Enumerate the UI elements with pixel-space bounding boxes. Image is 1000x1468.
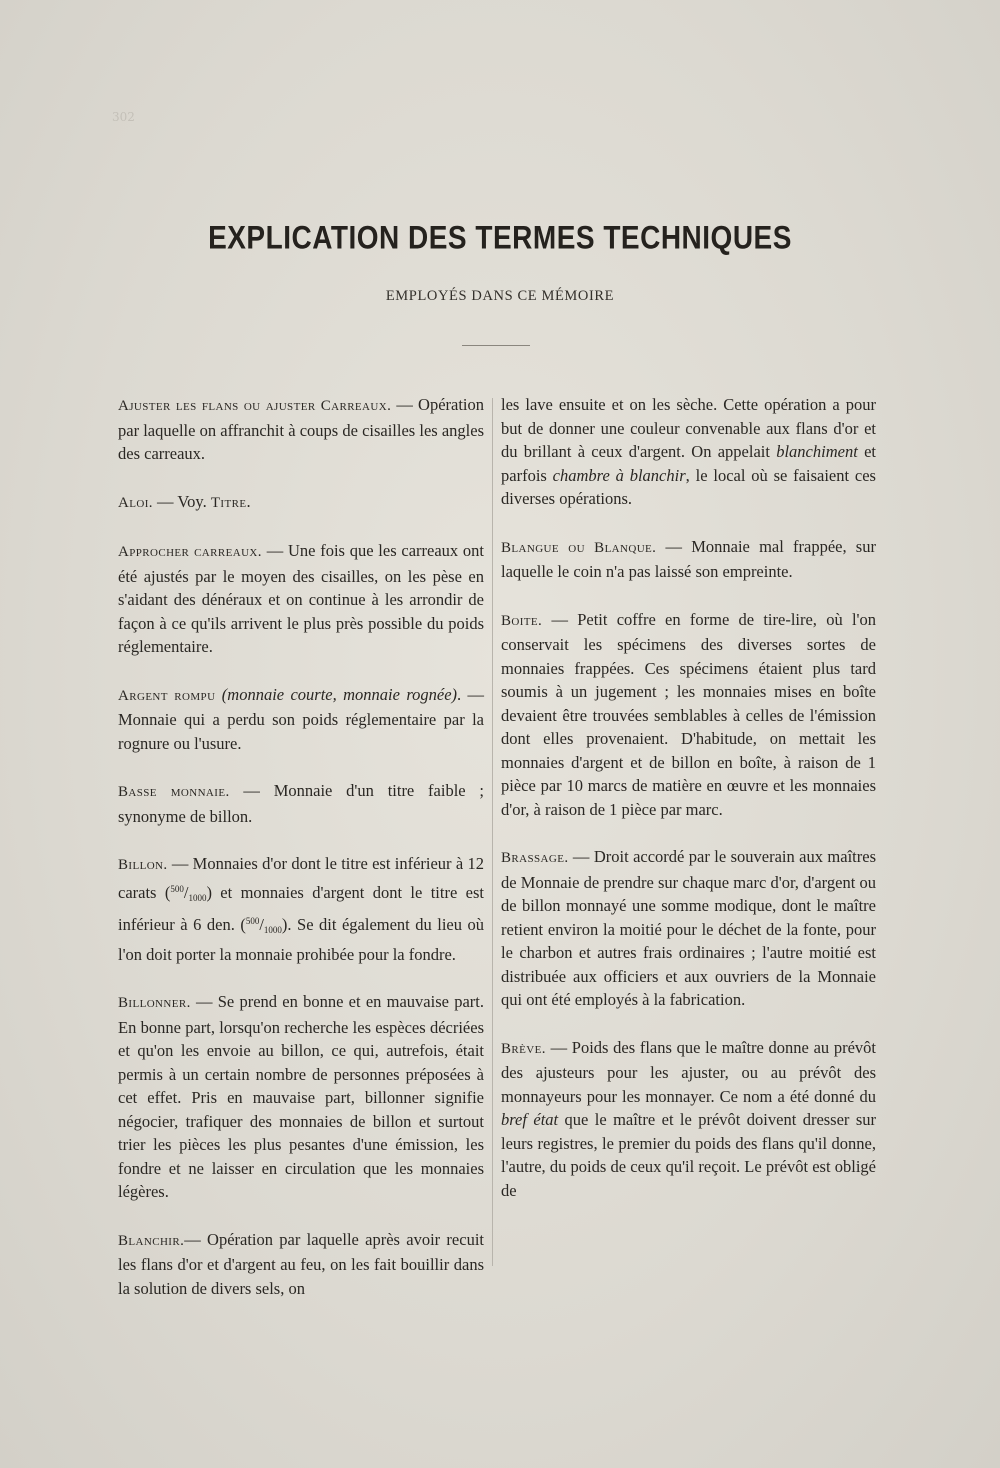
entry-term: Billonner. (118, 995, 191, 1011)
entry-term: Approcher carreaux. (118, 544, 262, 560)
entry-term: Argent rompu (118, 687, 216, 704)
entry-term: Blanchir. (118, 1232, 185, 1249)
entry-term: Aloi. (118, 494, 153, 511)
entry-blanchir (118, 1228, 484, 1301)
entry-text: — Petit coffre en forme de tire-lire, où l'on conservait les spécimens des diverses sortes de monnaies frappées. Ces spécimens étaient plus tard soumis à un jugement ; les monnaies mises en boîte devaient être trouvées semblables à celles de l'émission dont elles provenaient. D'habitude, on mettait les monnaies d'argent et de billon en boîte, à raison de 1 pièce par 10 marcs de matière en œuvre et les monnaies d'or, à raison de 1 pièce par marc. (501, 609, 876, 819)
entry-text: — Opération par laquelle après avoir recuit les flans d'or et d'argent au feu, on les fait bouillir dans la solution de divers sels, on (118, 1229, 484, 1298)
entry-term: Ajuster les flans ou ajuster Carreaux. (118, 398, 392, 414)
entry-argent-rompu (118, 683, 484, 756)
entry-text: — Monnaies d'or dont le titre est inférieur à 12 carats ( (118, 854, 484, 902)
entry-text: — Monnaie d'un titre faible ; synonyme de billon. (118, 781, 484, 826)
fraction-denominator: 1000 (263, 925, 282, 935)
entry-aloi (118, 490, 484, 516)
page-title: EXPLICATION DES TERMES TECHNIQUES (208, 219, 792, 256)
right-column (501, 393, 876, 1226)
entry-text: — Se prend en bonne et en mauvaise part. En bonne part, lorsqu'on recherche les espèces décriées et qu'on les envoie au billon, ce qui, autrefois, était permis à un certain nombre de personnes préposées à cet effet. Pris en mauvaise part, billonner signifie négocier, trafiquer des monnaies de billon et surtout trier les pièces les plus pesantes d'une émission, les fondre et ne laisser en circulation que les monnaies légères. (118, 992, 484, 1201)
entry-text: ) et monnaies d'argent dont le titre est inférieur à 6 den. ( (118, 882, 484, 934)
entry-italic: bref état (501, 1110, 559, 1129)
entry-ajuster (118, 393, 484, 466)
title-rule (462, 345, 530, 346)
entry-text: — Une fois que les carreaux ont été ajustés par le moyen des cisailles, on les pèse en s'aidant des dénéraux et on continue à les arrondir de façon à ce qu'ils arrivent le plus près possible du poids réglementaire. (118, 541, 485, 656)
entry-italic: blanchiment (776, 442, 858, 461)
entry-term: Brassage. (501, 850, 569, 866)
entry-text: — Droit accordé par le souverain aux maîtres de Monnaie de prendre sur chaque marc d'or, d'argent ou de billon monnayé une somme modique, dont le maître retient environ la moitié pour le déchet de la fonte, pour le charbon et autres frais ordinaires ; l'autre moitié est distribuée aux officiers et aux ouvriers de la Monnaie qui ont été employés à la fabrication. (501, 847, 876, 1009)
entry-billon: Billon. — Monnaies d'or dont le titre est inférieur à 12 carats $(^{500}/_{1000})$ et monnaies d'argent dont le titre est inférieur à 6 den. $(^{500}/_{1000})$. Se dit également du lieu où l'on doit porter la monnaie prohibée pour la fondre. (118, 854, 484, 964)
entry-text: . — Monnaie qui a perdu son poids réglementaire par la rognure ou l'usure. (118, 684, 485, 753)
entry-text: et parfois (501, 442, 876, 485)
entry-term: Blangue ou Blanque. (501, 539, 657, 556)
entry-italic: (monnaie courte, monnaie rognée) (221, 684, 458, 704)
entry-basse-monnaie (118, 779, 484, 828)
fraction-numerator: 500 (245, 916, 260, 926)
entry-approcher (118, 539, 484, 659)
entry-billonner (118, 990, 484, 1204)
entry-term: Boite. (501, 612, 543, 629)
entry-text: , le local où se faisaient ces diverses opérations. (501, 465, 876, 508)
entry-text: — Opération par laquelle on affranchit à coups de cisailles les angles des carreaux. (118, 395, 485, 463)
fraction-denominator: 1000 (188, 892, 207, 903)
entry-term: Brève. (501, 1040, 546, 1057)
left-column (118, 393, 484, 1324)
entry-ref: Titre (210, 494, 247, 511)
entry-text: — Monnaie mal frappée, sur laquelle le coin n'a pas laissé son empreinte. (501, 536, 876, 581)
entry-blanchir-continued (501, 393, 876, 511)
entry-term: Billon. (118, 857, 168, 873)
entry-italic: chambre à blanchir (552, 465, 686, 485)
entry-text: — Poids des flans que le maître donne au prévôt des ajusteurs pour les ajuster, ou au prévôt des monnayeurs pour les monnayer. Ce nom a été donné du (501, 1037, 876, 1106)
fraction-numerator: 500 (170, 883, 184, 894)
entry-text: — Voy. (152, 491, 211, 511)
entry-brassage (501, 845, 876, 1012)
page-number: 302 (112, 110, 135, 124)
entry-term: Basse monnaie. (118, 784, 230, 800)
entry-breve (501, 1036, 876, 1203)
entry-text-end: . (246, 491, 251, 511)
entry-boite (501, 608, 876, 822)
entry-text: les lave ensuite et on les sèche. Cette opération a pour but de donner une couleur convenable aux flans d'or et du brillant à ceux d'argent. On appelait (501, 395, 876, 461)
entry-blangue (501, 535, 876, 584)
column-divider (492, 398, 493, 1266)
entry-text: ). Se dit également du lieu où l'on doit porter la monnaie prohibée pour la fondre. (118, 915, 484, 964)
entry-text: que le maître et le prévôt doivent dresser sur leurs registres, le premier du poids des flans qu'il donne, l'autre, du poids de ceux qu'il reçoit. Le prévôt est obligé de (501, 1110, 876, 1200)
page-subtitle: EMPLOYÉS DANS CE MÉMOIRE (385, 288, 615, 304)
